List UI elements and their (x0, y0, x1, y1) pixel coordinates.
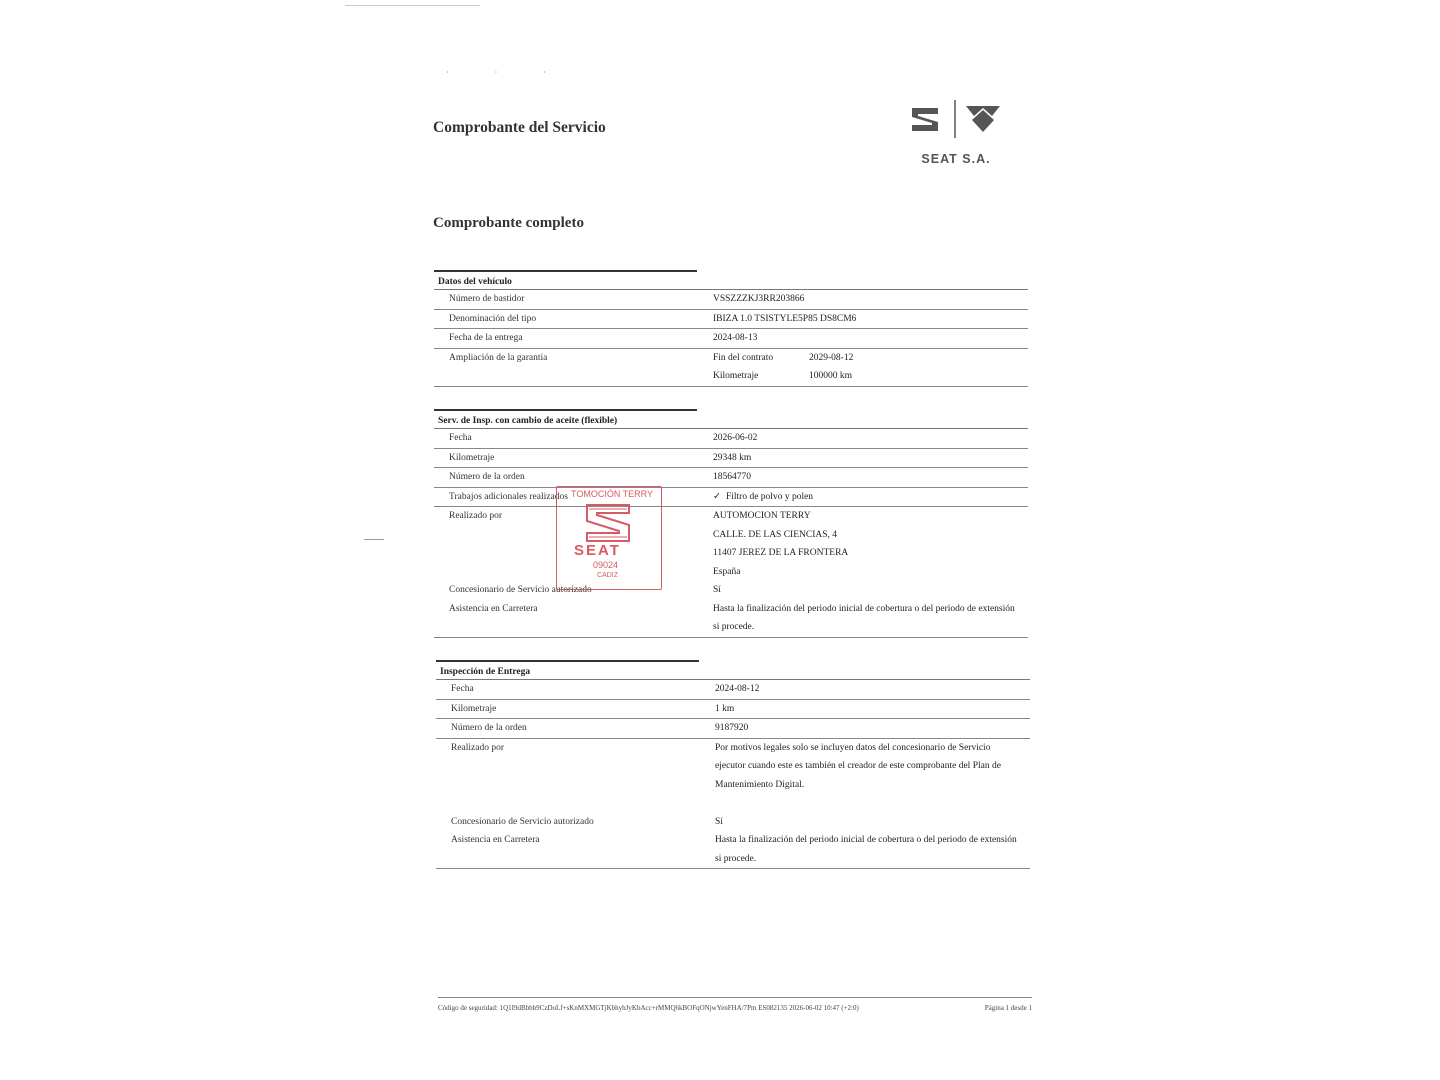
row-label: Ampliación de la garantía (449, 352, 548, 363)
logo-text: SEAT S.A. (921, 152, 991, 166)
warranty-end-label: Fin del contrato (713, 352, 774, 363)
table-row (434, 310, 1028, 330)
row-value: Sí (715, 816, 723, 827)
row-label: Concesionario de Servicio autorizado (451, 816, 594, 827)
row-label: Denominación del tipo (449, 313, 537, 324)
table-row (434, 600, 1028, 638)
page-number: Página 1 desde 1 (984, 1004, 1032, 1012)
legal-line: ejecutor cuando este es también el creador de este comprobante del Plan de (715, 761, 1001, 771)
row-value (713, 507, 1028, 581)
row-label: Número de bastidor (449, 294, 525, 304)
section-heading: Datos del vehículo (434, 272, 1028, 290)
section-heading: Inspección de Entrega (436, 662, 1030, 680)
row-label: Fecha (451, 684, 474, 694)
row-label: Número de la orden (449, 472, 525, 482)
trabajos-value: Filtro de polvo y polen (725, 491, 814, 502)
margin-mark (364, 539, 384, 540)
section-heading: Serv. de Insp. con cambio de aceite (flexible) (434, 411, 1028, 429)
row-label: Kilometraje (449, 452, 495, 463)
row-label: Kilometraje (451, 703, 497, 714)
row-value (715, 831, 1030, 868)
row-value: 29348 km (713, 452, 752, 463)
table-row (436, 739, 1030, 813)
row-value: 2024-08-13 (713, 333, 758, 343)
table-row (434, 329, 1028, 349)
table-row (436, 831, 1030, 869)
table-row (434, 488, 1028, 508)
legal-line: Mantenimiento Digital. (715, 779, 805, 790)
row-value (713, 349, 1028, 386)
stamp-brand: SEAT (574, 542, 621, 559)
row-label: Fecha de la entrega (449, 333, 523, 343)
row-value: VSSZZZKJ3RR203866 (713, 294, 805, 304)
document-subtitle: Comprobante completo (433, 215, 584, 231)
stamp-text: TOMOCIÓN TERRY (571, 489, 654, 499)
table-row (434, 581, 1028, 600)
scan-artifact-line (345, 5, 480, 6)
address-line: España (713, 566, 741, 577)
row-value (713, 488, 1028, 507)
legal-line: Por motivos legales solo se incluyen datos del concesionario de Servicio (715, 742, 991, 753)
warranty-km-label: Kilometraje (713, 371, 759, 381)
address-line: 11407 JEREZ DE LA FRONTERA (713, 548, 849, 558)
scan-specks: · · · (446, 68, 568, 77)
address-line: AUTOMOCION TERRY (713, 511, 811, 521)
stamp-number: 09024 (593, 560, 619, 570)
seat-stamp-icon (585, 503, 633, 543)
row-label: Concesionario de Servicio autorizado (449, 585, 592, 595)
service-section (434, 409, 1028, 638)
address-line: CALLE. DE LAS CIENCIAS, 4 (713, 529, 838, 540)
row-value: 18564770 (713, 472, 751, 482)
table-row (434, 449, 1028, 469)
warranty-end-value: 2029-08-12 (809, 352, 854, 363)
row-label: Asistencia en Carretera (451, 835, 540, 845)
dealer-stamp (556, 486, 662, 590)
page-footer (438, 997, 1032, 1018)
table-row (434, 507, 1028, 581)
row-label: Número de la orden (451, 723, 527, 733)
row-label: Trabajos adicionales realizados (449, 491, 568, 502)
row-value (715, 739, 1030, 813)
row-label: Fecha (449, 433, 472, 443)
table-row (434, 468, 1028, 488)
table-row (436, 813, 1030, 832)
security-code: Código de seguridad: 1Q1I9dBbbb9CzDoLf+sKnMXMGTjKbhyhJyKbAcc+rMMQ6kBOFqONjwYenFHA/7Pm ES082135 2026-06-02 10:47 (+2:0) (438, 1004, 859, 1012)
warranty-km-value: 100000 km (809, 371, 853, 381)
stamp-signature: CADIZ (597, 572, 618, 579)
row-value: 2026-06-02 (713, 433, 758, 443)
row-value (713, 600, 1028, 637)
row-label: Asistencia en Carretera (449, 603, 538, 614)
row-value: IBIZA 1.0 TSISTYLE5P85 DS8CM6 (713, 313, 857, 324)
checkmark-icon: ✓ (713, 491, 721, 502)
row-value: 9187920 (715, 723, 749, 733)
table-row (436, 719, 1030, 739)
row-value: 2024-08-12 (715, 684, 760, 694)
row-value: 1 km (715, 703, 735, 714)
asist-line: Hasta la finalización del periodo inicial de cobertura o del periodo de extensión (713, 603, 1015, 614)
row-label: Realizado por (449, 511, 503, 521)
table-row (434, 429, 1028, 449)
asist-line: si procede. (713, 622, 755, 632)
table-row (436, 700, 1030, 720)
row-label: Realizado por (451, 742, 505, 753)
document-title: Comprobante del Servicio (433, 119, 606, 136)
row-value: Sí (713, 585, 721, 595)
table-row (434, 290, 1028, 310)
table-row (436, 680, 1030, 700)
warranty-row (434, 349, 1028, 387)
asist-line: si procede. (715, 853, 757, 864)
delivery-section (436, 660, 1030, 869)
asist-line: Hasta la finalización del periodo inicial de cobertura o del periodo de extensión (715, 835, 1017, 845)
vehicle-section (434, 270, 1028, 387)
